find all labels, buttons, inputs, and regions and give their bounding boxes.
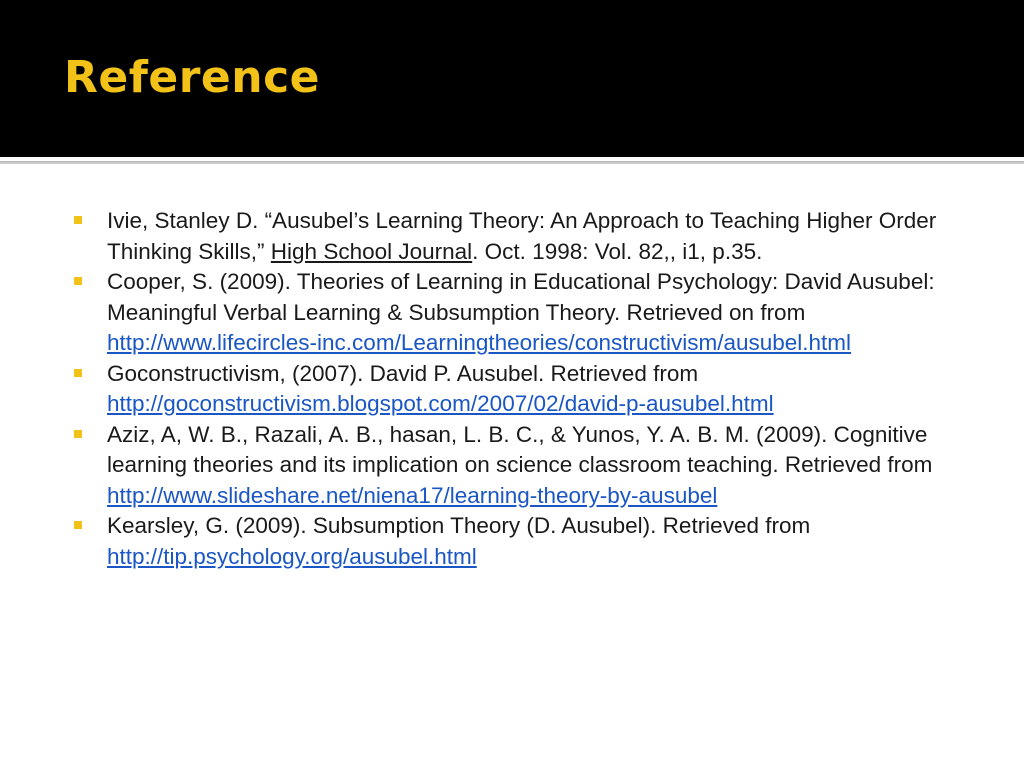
bullet-icon	[74, 430, 82, 438]
reference-text: Kearsley, G. (2009). Subsumption Theory (D. Ausubel). Retrieved from	[107, 513, 811, 538]
reference-text: . Oct. 1998: Vol. 82,, i1, p.35.	[472, 238, 763, 264]
reference-item-goconstructivism	[74, 359, 974, 420]
reference-item-ivie	[74, 206, 974, 267]
bullet-icon	[74, 369, 82, 377]
reference-item-cooper	[74, 267, 974, 359]
reference-item-aziz	[74, 420, 974, 512]
title-divider	[0, 161, 1024, 164]
reference-list	[74, 206, 974, 572]
bullet-icon	[74, 216, 82, 224]
reference-link[interactable]: http://www.slideshare.net/niena17/learning-theory-by-ausubel	[107, 482, 718, 508]
reference-link[interactable]: http://www.lifecircles-inc.com/Learningtheories/constructivism/ausubel.html	[107, 330, 852, 355]
reference-link[interactable]: http://goconstructivism.blogspot.com/2007/02/david-p-ausubel.html	[107, 391, 774, 416]
reference-link[interactable]: http://tip.psychology.org/ausubel.html	[107, 543, 477, 569]
journal-name: High School Journal	[270, 238, 473, 264]
reference-item-kearsley	[74, 511, 974, 572]
reference-text: Ivie, Stanley D. “Ausubel’s Learning Theory: An Approach to Teaching Higher Order Thinking Skills,”	[107, 208, 937, 264]
reference-text: Cooper, S. (2009). Theories of Learning in Educational Psychology: David Ausubel: Meaningful Verbal Learning & Subsumption Theory. Retrieved on from	[107, 269, 935, 325]
slide-title: Reference	[64, 52, 320, 103]
reference-text: Goconstructivism, (2007). David P. Ausubel. Retrieved from	[107, 360, 699, 386]
bullet-icon	[74, 521, 82, 529]
reference-text: Aziz, A, W. B., Razali, A. B., hasan, L. B. C., & Yunos, Y. A. B. M. (2009). Cognitive learning theories and its implication on science classroom teaching. Retrieved from	[107, 421, 933, 477]
bullet-icon	[74, 277, 82, 285]
